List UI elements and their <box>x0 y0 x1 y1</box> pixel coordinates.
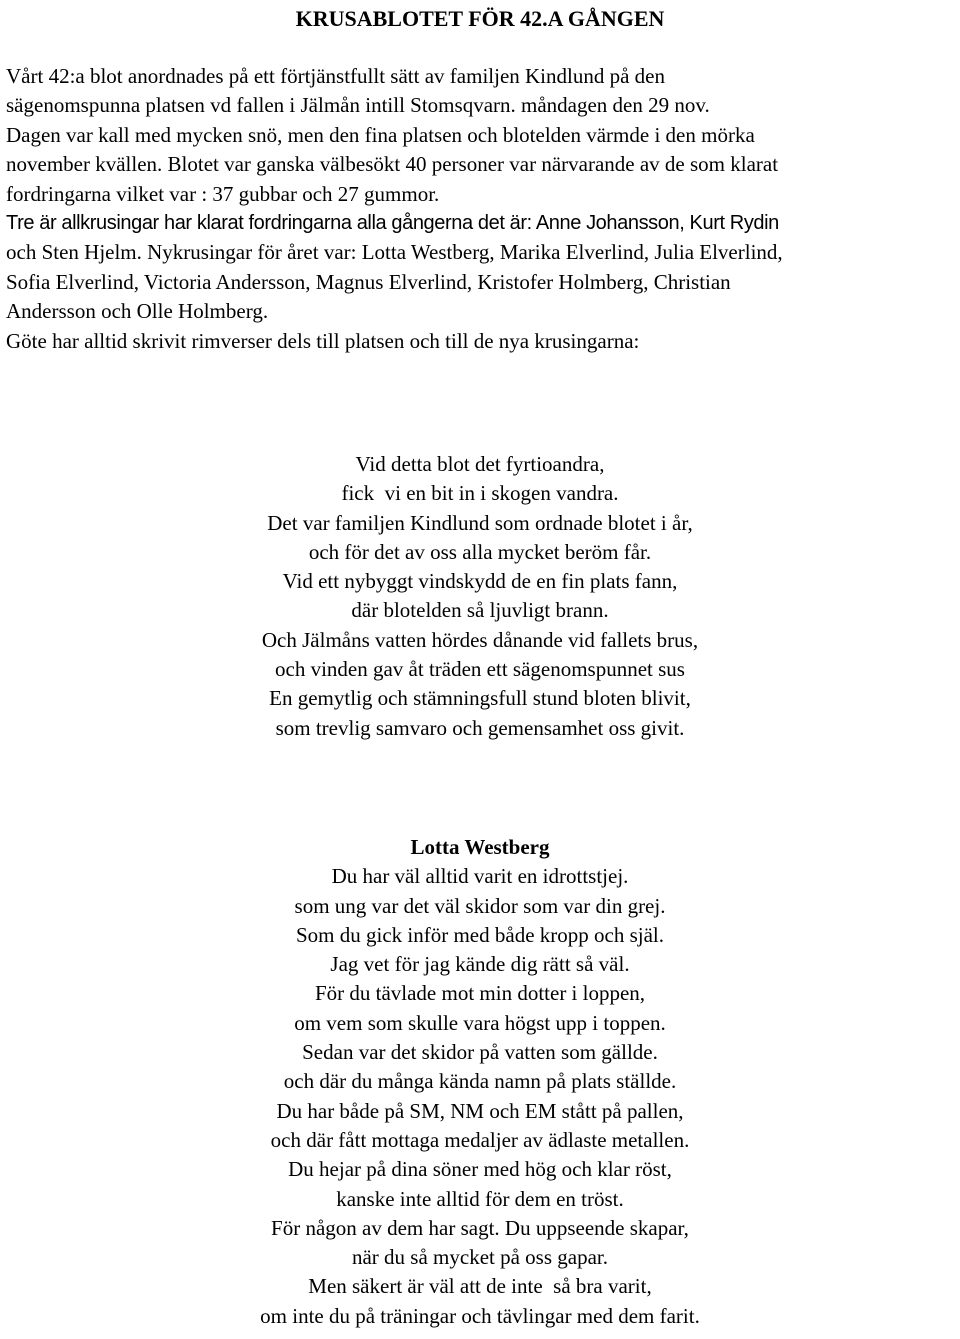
poem-lotta <box>0 833 960 1331</box>
poem-line: Sedan var det skidor på vatten som gällde. <box>302 1040 658 1065</box>
poem-line: där blotelden så ljuvligt brann. <box>351 598 609 623</box>
poem-line: Vid detta blot det fyrtioandra, <box>355 452 605 476</box>
poem-line: kanske inte alltid för dem en tröst. <box>336 1186 624 1211</box>
poem-line: För någon av dem har sagt. Du uppseende skapar, <box>271 1215 689 1240</box>
poem-line: och för det av oss alla mycket beröm får. <box>308 539 652 564</box>
poem-line: och vinden gav åt träden ett sägenomspunnet sus <box>275 657 685 682</box>
poem-line: Men säkert är väl att de inte så bra varit, <box>308 1274 652 1299</box>
intro-line: Sofia Elverlind, Victoria Andersson, Magnus Elverlind, Kristofer Holmberg, Christian <box>6 269 731 294</box>
intro-line: Vårt 42:a blot anordnades på ett förtjänstfullt sätt av familjen Kindlund på den <box>6 64 665 88</box>
poem-line: Du har väl alltid varit en idrottstjej. <box>331 864 629 889</box>
poem-line: om inte du på träningar och tävlingar med dem farit. <box>260 1303 700 1328</box>
poem-line: Du hejar på dina söner med hög och klar röst, <box>288 1157 672 1182</box>
poem-line: och där du många kända namn på plats ställde. <box>283 1069 677 1094</box>
poem-line: som ung var det väl skidor som var din grej. <box>294 893 666 918</box>
intro-line: fordringarna vilket var : 37 gubbar och 27 gummor. <box>6 181 440 206</box>
poem-line: Du har både på SM, NM och EM stått på pallen, <box>276 1098 684 1123</box>
poem-place <box>0 450 960 743</box>
poem-line: För du tävlade mot min dotter i loppen, <box>314 981 646 1006</box>
poem-line: Och Jälmåns vatten hördes dånande vid fallets brus, <box>261 627 699 652</box>
intro-paragraph <box>6 62 956 356</box>
poem-line: En gemytlig och stämningsfull stund bloten blivit, <box>269 686 691 711</box>
poem-line: Det var familjen Kindlund som ordnade blotet i år, <box>267 510 693 535</box>
intro-line: Dagen var kall med mycken snö, men den fina platsen och blotelden värmde i den mörka <box>6 122 755 147</box>
poem-line: Vid ett nybyggt vindskydd de en fin plats fann, <box>282 569 678 594</box>
poem-line: när du så mycket på oss gapar. <box>351 1245 608 1270</box>
intro-line: november kvällen. Blotet var ganska välbesökt 40 personer var närvarande av de som klarat <box>6 152 779 177</box>
intro-line: sägenomspunna platsen vd fallen i Jälmån intill Stomsqvarn. måndagen den 29 nov. <box>6 93 710 118</box>
poem-line: Jag vet för jag kände dig rätt så väl. <box>330 952 630 977</box>
intro-line: Tre är allkrusingar har klarat fordringarna alla gångerna det är: Anne Johansson, Kurt Rydin <box>6 212 779 235</box>
poem-line: fick vi en bit in i skogen vandra. <box>341 481 619 506</box>
poem-line: och där fått mottaga medaljer av ädlaste metallen. <box>270 1127 690 1152</box>
intro-line: Andersson och Olle Holmberg. <box>6 299 269 324</box>
poem-line: Som du gick inför med både kropp och själ. <box>295 922 664 947</box>
document-title: KRUSABLOTET FÖR 42.A GÅNGEN <box>295 6 665 31</box>
poem-line: om vem som skulle vara högst upp i toppen. <box>294 1010 666 1035</box>
intro-line: och Sten Hjelm. Nykrusingar för året var: Lotta Westberg, Marika Elverlind, Julia Elverlind, <box>6 240 783 265</box>
poem-line: som trevlig samvaro och gemensamhet oss givit. <box>275 715 685 740</box>
intro-line: Göte har alltid skrivit rimverser dels till platsen och till de nya krusingarna: <box>6 328 640 353</box>
poem-heading: Lotta Westberg <box>410 835 550 859</box>
